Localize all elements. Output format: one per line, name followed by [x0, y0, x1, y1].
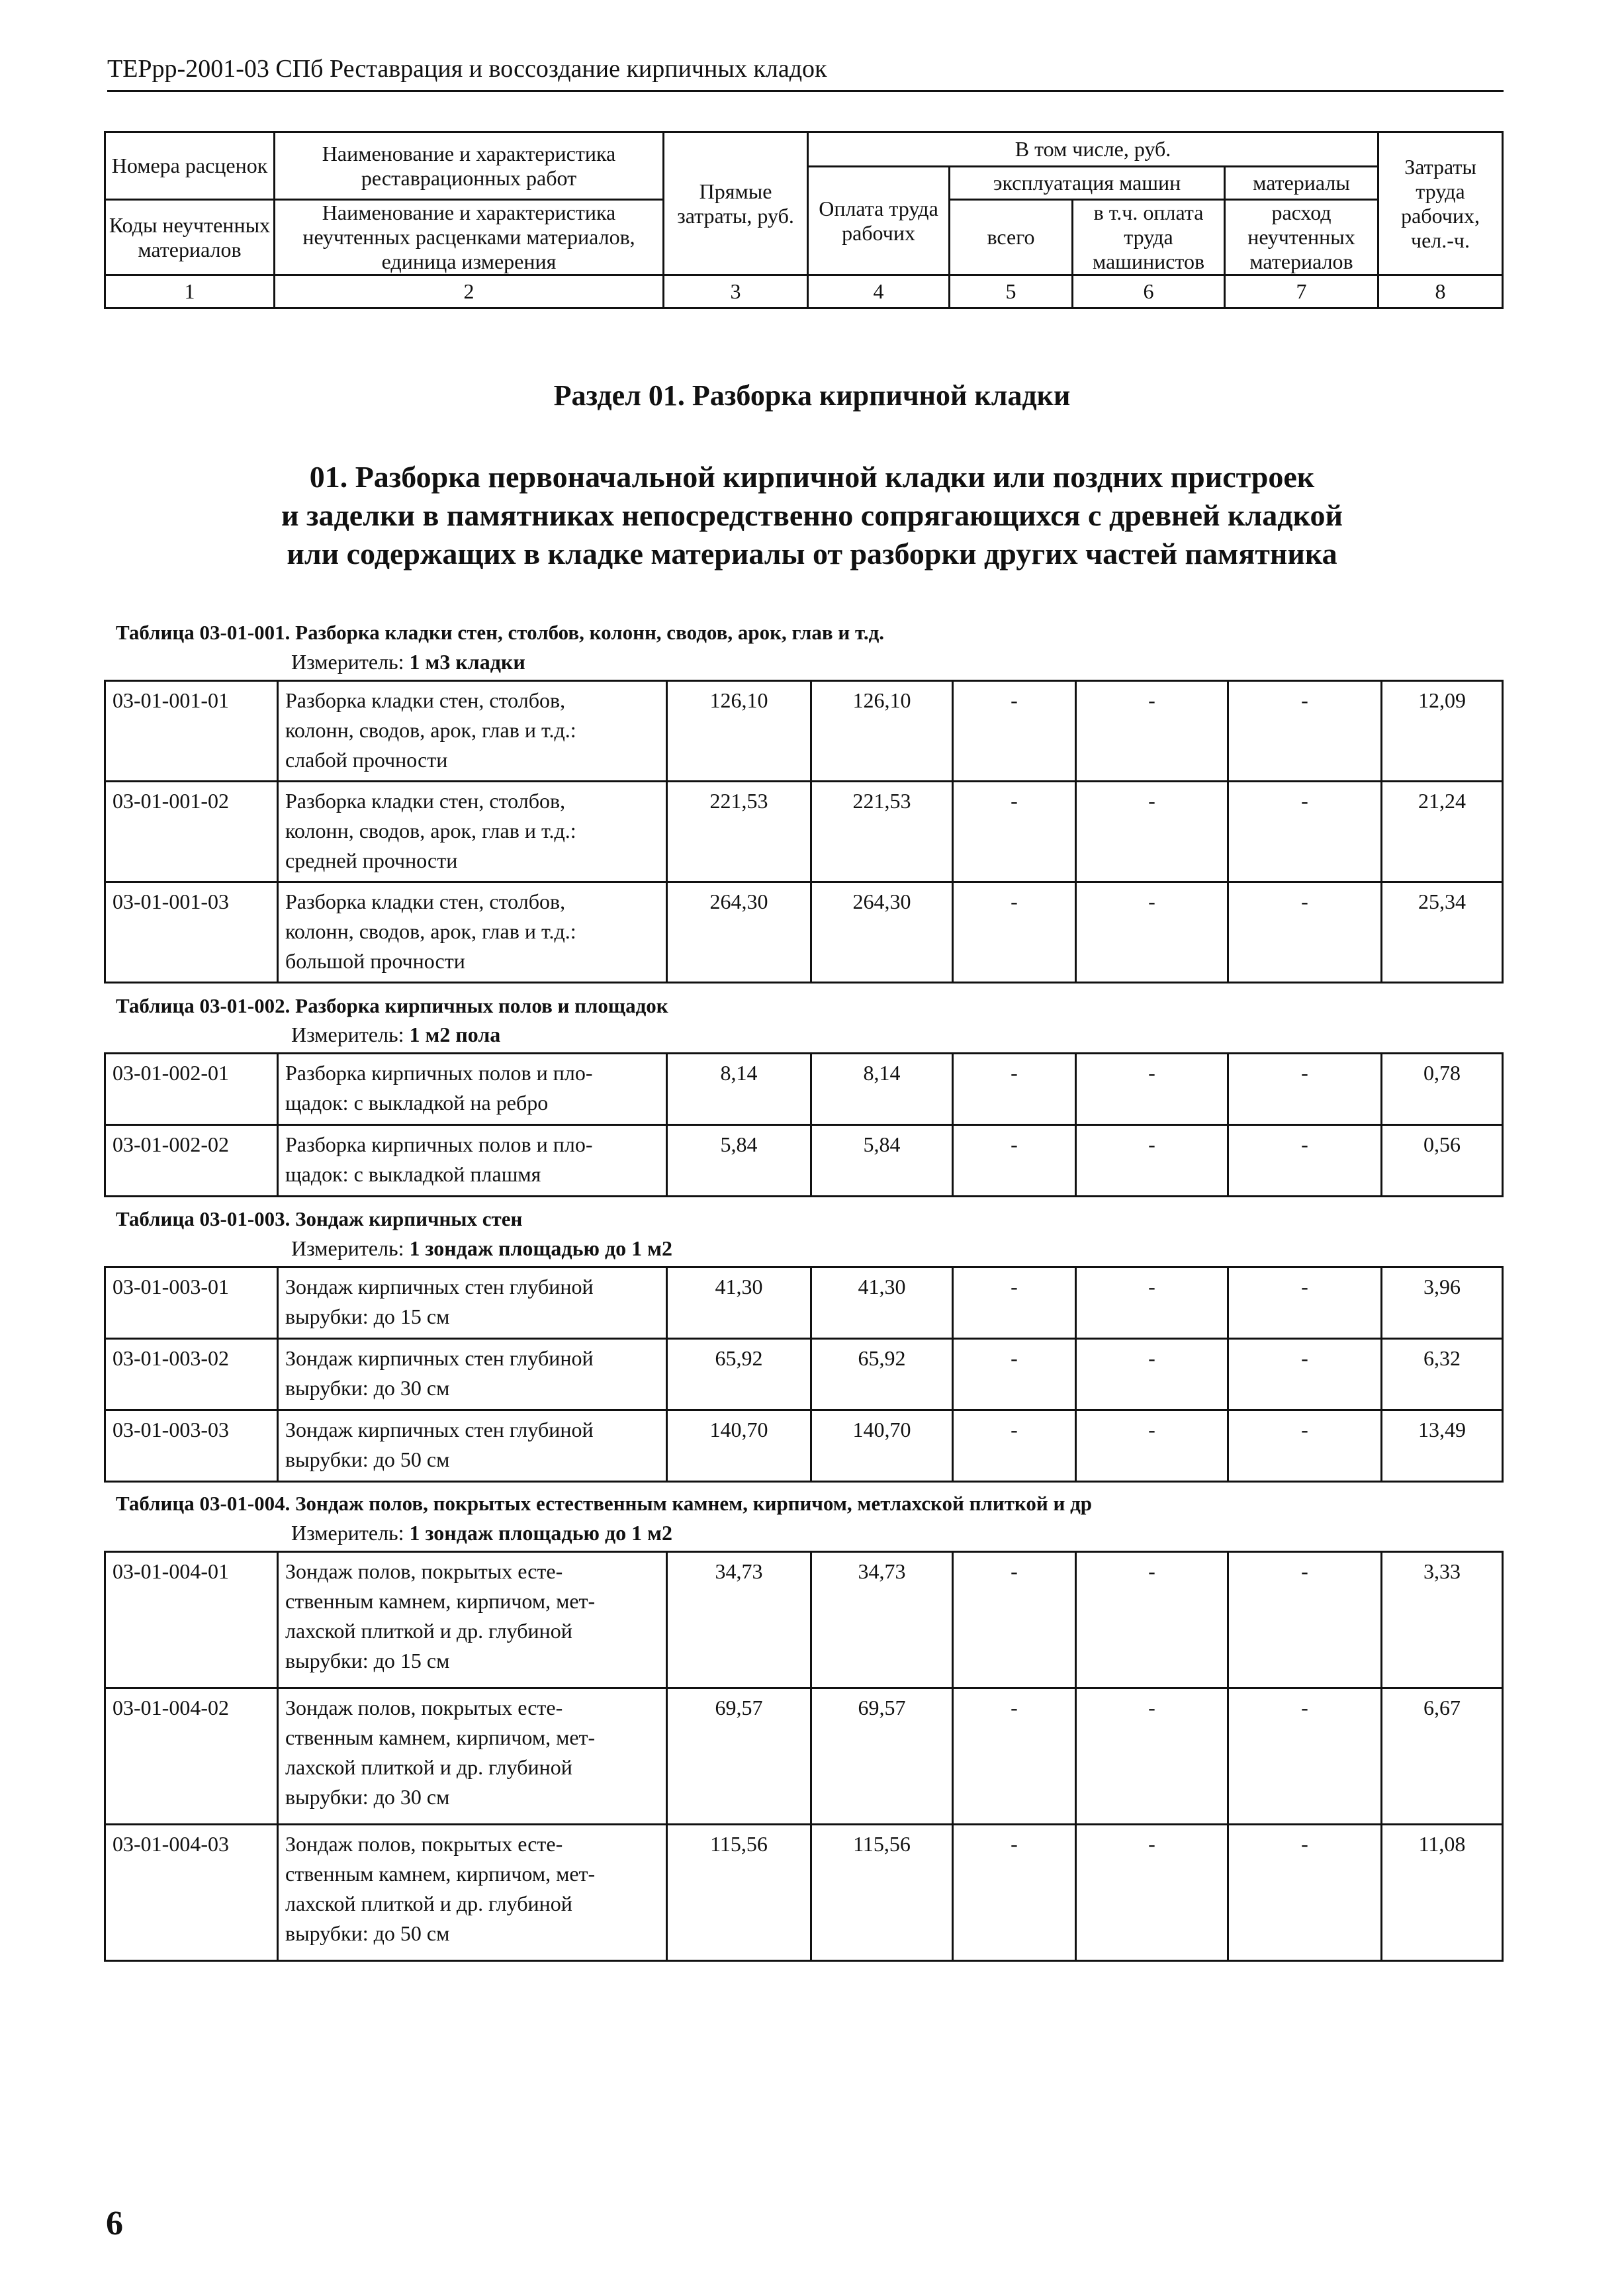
desc-line: Зондаж кирпичных стен глубиной: [285, 1418, 594, 1441]
table-row: [105, 1267, 1503, 1339]
desc-line: большой прочности: [285, 949, 465, 973]
operators-pay: -: [1076, 1339, 1228, 1410]
material-consumption: -: [1228, 1125, 1382, 1197]
labor-costs: 0,78: [1382, 1054, 1503, 1125]
desc-line: Разборка кирпичных полов и пло-: [285, 1132, 593, 1156]
desc-line: вырубки: до 50 см: [285, 1921, 450, 1945]
desc-line: лахской плиткой и др. глубиной: [285, 1619, 572, 1643]
worker-pay: 264,30: [811, 882, 953, 983]
header-labor-costs: Затраты труда рабочих, чел.-ч.: [1378, 132, 1503, 275]
labor-costs: 3,33: [1382, 1552, 1503, 1688]
header-material-codes: Коды неучтенных материалов: [105, 200, 275, 275]
desc-line: Разборка кладки стен, столбов,: [285, 789, 566, 813]
material-consumption: -: [1228, 1054, 1382, 1125]
rate-description: [278, 1552, 667, 1688]
header-material-consumption: расход неучтенных материалов: [1225, 200, 1378, 275]
table-caption: Таблица 03-01-003. Зондаж кирпичных стен: [116, 1207, 523, 1230]
operators-pay: -: [1076, 1410, 1228, 1482]
labor-costs: 25,34: [1382, 882, 1503, 983]
desc-line: Разборка кирпичных полов и пло-: [285, 1061, 593, 1085]
rate-code: 03-01-003-03: [105, 1410, 278, 1482]
labor-costs: 0,56: [1382, 1125, 1503, 1197]
table-caption: Таблица 03-01-004. Зондаж полов, покрытых естественным камнем, кирпичом, метлахской плиткой и др: [116, 1492, 1093, 1515]
rates-table-002: [104, 1052, 1504, 1197]
desc-line: средней прочности: [285, 848, 458, 872]
desc-line: колонн, сводов, арок, глав и т.д.:: [285, 718, 576, 742]
operators-pay: -: [1076, 782, 1228, 882]
material-consumption: -: [1228, 1267, 1382, 1339]
worker-pay: 140,70: [811, 1410, 953, 1482]
operators-pay: -: [1076, 681, 1228, 782]
column-number: 1: [105, 275, 275, 308]
header-direct-costs: Прямые затраты, руб.: [664, 132, 808, 275]
rate-code: 03-01-001-01: [105, 681, 278, 782]
measure-value: 1 зондаж площадью до 1 м2: [409, 1236, 672, 1260]
section-title: Раздел 01. Разборка кирпичной кладки: [553, 379, 1071, 412]
subsection-title: [0, 458, 1624, 573]
header-work-name: Наименование и характеристика реставрационных работ: [275, 132, 664, 200]
worker-pay: 8,14: [811, 1054, 953, 1125]
labor-costs: 12,09: [1382, 681, 1503, 782]
desc-line: Зондаж кирпичных стен глубиной: [285, 1275, 594, 1299]
rate-code: 03-01-004-01: [105, 1552, 278, 1688]
labor-costs: 13,49: [1382, 1410, 1503, 1482]
machines-total: -: [953, 1054, 1076, 1125]
direct-costs: 8,14: [667, 1054, 811, 1125]
machines-total: -: [953, 882, 1076, 983]
rates-table-001: [104, 680, 1504, 984]
operators-pay: -: [1076, 882, 1228, 983]
direct-costs: 41,30: [667, 1267, 811, 1339]
rates-table-003: [104, 1266, 1504, 1483]
rate-code: 03-01-001-02: [105, 782, 278, 882]
table-measure: [291, 1235, 672, 1261]
rates-table-004: [104, 1551, 1504, 1962]
table-measure: [291, 1520, 672, 1546]
desc-line: вырубки: до 15 см: [285, 1649, 450, 1672]
direct-costs: 115,56: [667, 1825, 811, 1961]
desc-line: Зондаж полов, покрытых есте-: [285, 1832, 563, 1856]
rate-code: 03-01-004-02: [105, 1688, 278, 1825]
material-consumption: -: [1228, 1688, 1382, 1825]
table-row: [105, 681, 1503, 782]
rate-description: [278, 1339, 667, 1410]
direct-costs: 126,10: [667, 681, 811, 782]
material-consumption: -: [1228, 1410, 1382, 1482]
desc-line: щадок: с выкладкой плашмя: [285, 1162, 541, 1186]
column-number: 7: [1225, 275, 1378, 308]
material-consumption: -: [1228, 1825, 1382, 1961]
table-row: [105, 1688, 1503, 1825]
desc-line: ственным камнем, кирпичом, мет-: [285, 1725, 596, 1749]
table-row: [105, 1054, 1503, 1125]
header-materials: материалы: [1225, 167, 1378, 200]
column-number: 2: [275, 275, 664, 308]
table-caption: Таблица 03-01-001. Разборка кладки стен, столбов, колонн, сводов, арок, глав и т.д.: [116, 621, 885, 644]
rate-code: 03-01-001-03: [105, 882, 278, 983]
direct-costs: 140,70: [667, 1410, 811, 1482]
desc-line: вырубки: до 50 см: [285, 1447, 450, 1471]
desc-line: колонн, сводов, арок, глав и т.д.:: [285, 819, 576, 843]
desc-line: Разборка кладки стен, столбов,: [285, 890, 566, 913]
direct-costs: 5,84: [667, 1125, 811, 1197]
machines-total: -: [953, 782, 1076, 882]
worker-pay: 115,56: [811, 1825, 953, 1961]
header-including-group: В том числе, руб.: [808, 132, 1378, 167]
desc-line: колонн, сводов, арок, глав и т.д.:: [285, 919, 576, 943]
subsection-title-line: или содержащих в кладке материалы от разборки других частей памятника: [287, 537, 1337, 571]
header-material-names: Наименование и характеристика неучтенных расценками материалов, единица измерения: [275, 200, 664, 275]
material-consumption: -: [1228, 882, 1382, 983]
rate-description: [278, 1125, 667, 1197]
table-measure: [291, 1021, 500, 1048]
desc-line: вырубки: до 30 см: [285, 1376, 450, 1400]
desc-line: слабой прочности: [285, 748, 448, 772]
measure-value: 1 м2 пола: [409, 1023, 501, 1046]
worker-pay: 5,84: [811, 1125, 953, 1197]
subsection-title-line: 01. Разборка первоначальной кирпичной кладки или поздних пристроек: [309, 460, 1315, 494]
desc-line: вырубки: до 30 см: [285, 1785, 450, 1809]
column-number: 8: [1378, 275, 1503, 308]
machines-total: -: [953, 1125, 1076, 1197]
worker-pay: 34,73: [811, 1552, 953, 1688]
desc-line: Зондаж полов, покрытых есте-: [285, 1696, 563, 1719]
worker-pay: 41,30: [811, 1267, 953, 1339]
machines-total: -: [953, 1688, 1076, 1825]
column-header-table: [104, 131, 1504, 309]
table-row: [105, 1825, 1503, 1961]
page-number: 6: [106, 2205, 123, 2242]
desc-line: лахской плиткой и др. глубиной: [285, 1755, 572, 1779]
rate-code: 03-01-003-02: [105, 1339, 278, 1410]
labor-costs: 6,67: [1382, 1688, 1503, 1825]
desc-line: Зондаж полов, покрытых есте-: [285, 1559, 563, 1583]
measure-label: Измеритель:: [291, 1521, 410, 1545]
direct-costs: 221,53: [667, 782, 811, 882]
column-number: 5: [950, 275, 1073, 308]
table-measure: [291, 649, 525, 675]
header-machines: эксплуатация машин: [950, 167, 1225, 200]
column-number: 4: [808, 275, 950, 308]
measure-value: 1 зондаж площадью до 1 м2: [409, 1521, 672, 1545]
operators-pay: -: [1076, 1267, 1228, 1339]
labor-costs: 11,08: [1382, 1825, 1503, 1961]
rate-code: 03-01-004-03: [105, 1825, 278, 1961]
table-row: [105, 782, 1503, 882]
material-consumption: -: [1228, 1552, 1382, 1688]
header-worker-pay: Оплата труда рабочих: [808, 167, 950, 275]
rate-description: [278, 1054, 667, 1125]
worker-pay: 65,92: [811, 1339, 953, 1410]
machines-total: -: [953, 681, 1076, 782]
table-row: [105, 1339, 1503, 1410]
desc-line: щадок: с выкладкой на ребро: [285, 1091, 549, 1115]
desc-line: Разборка кладки стен, столбов,: [285, 688, 566, 712]
rate-description: [278, 782, 667, 882]
machines-total: -: [953, 1267, 1076, 1339]
desc-line: вырубки: до 15 см: [285, 1304, 450, 1328]
worker-pay: 126,10: [811, 681, 953, 782]
rate-description: [278, 1267, 667, 1339]
column-number: 3: [664, 275, 808, 308]
direct-costs: 69,57: [667, 1688, 811, 1825]
direct-costs: 65,92: [667, 1339, 811, 1410]
rate-code: 03-01-002-02: [105, 1125, 278, 1197]
rate-description: [278, 1825, 667, 1961]
direct-costs: 264,30: [667, 882, 811, 983]
operators-pay: -: [1076, 1125, 1228, 1197]
labor-costs: 21,24: [1382, 782, 1503, 882]
machines-total: -: [953, 1339, 1076, 1410]
worker-pay: 221,53: [811, 782, 953, 882]
rate-code: 03-01-002-01: [105, 1054, 278, 1125]
measure-value: 1 м3 кладки: [409, 650, 525, 674]
header-rate-numbers: Номера расценок: [105, 132, 275, 200]
table-row: [105, 1410, 1503, 1482]
worker-pay: 69,57: [811, 1688, 953, 1825]
rate-code: 03-01-003-01: [105, 1267, 278, 1339]
operators-pay: -: [1076, 1054, 1228, 1125]
desc-line: лахской плиткой и др. глубиной: [285, 1892, 572, 1915]
header-operators-pay: в т.ч. оплата труда машинистов: [1073, 200, 1225, 275]
rate-description: [278, 681, 667, 782]
header-machines-total: всего: [950, 200, 1073, 275]
machines-total: -: [953, 1410, 1076, 1482]
measure-label: Измеритель:: [291, 1023, 410, 1046]
material-consumption: -: [1228, 681, 1382, 782]
rate-description: [278, 882, 667, 983]
desc-line: ственным камнем, кирпичом, мет-: [285, 1862, 596, 1886]
page-header: ТЕРрр-2001-03 СПб Реставрация и воссоздание кирпичных кладок: [107, 53, 1504, 92]
material-consumption: -: [1228, 782, 1382, 882]
machines-total: -: [953, 1552, 1076, 1688]
table-row: [105, 1552, 1503, 1688]
operators-pay: -: [1076, 1552, 1228, 1688]
labor-costs: 3,96: [1382, 1267, 1503, 1339]
rate-description: [278, 1410, 667, 1482]
rate-description: [278, 1688, 667, 1825]
operators-pay: -: [1076, 1825, 1228, 1961]
machines-total: -: [953, 1825, 1076, 1961]
labor-costs: 6,32: [1382, 1339, 1503, 1410]
desc-line: ственным камнем, кирпичом, мет-: [285, 1589, 596, 1613]
table-row: [105, 1125, 1503, 1197]
table-row: [105, 882, 1503, 983]
table-caption: Таблица 03-01-002. Разборка кирпичных полов и площадок: [116, 994, 668, 1017]
material-consumption: -: [1228, 1339, 1382, 1410]
direct-costs: 34,73: [667, 1552, 811, 1688]
column-number: 6: [1073, 275, 1225, 308]
operators-pay: -: [1076, 1688, 1228, 1825]
subsection-title-line: и заделки в памятниках непосредственно сопрягающихся с древней кладкой: [281, 498, 1343, 532]
desc-line: Зондаж кирпичных стен глубиной: [285, 1346, 594, 1370]
measure-label: Измеритель:: [291, 1236, 410, 1260]
measure-label: Измеритель:: [291, 650, 410, 674]
